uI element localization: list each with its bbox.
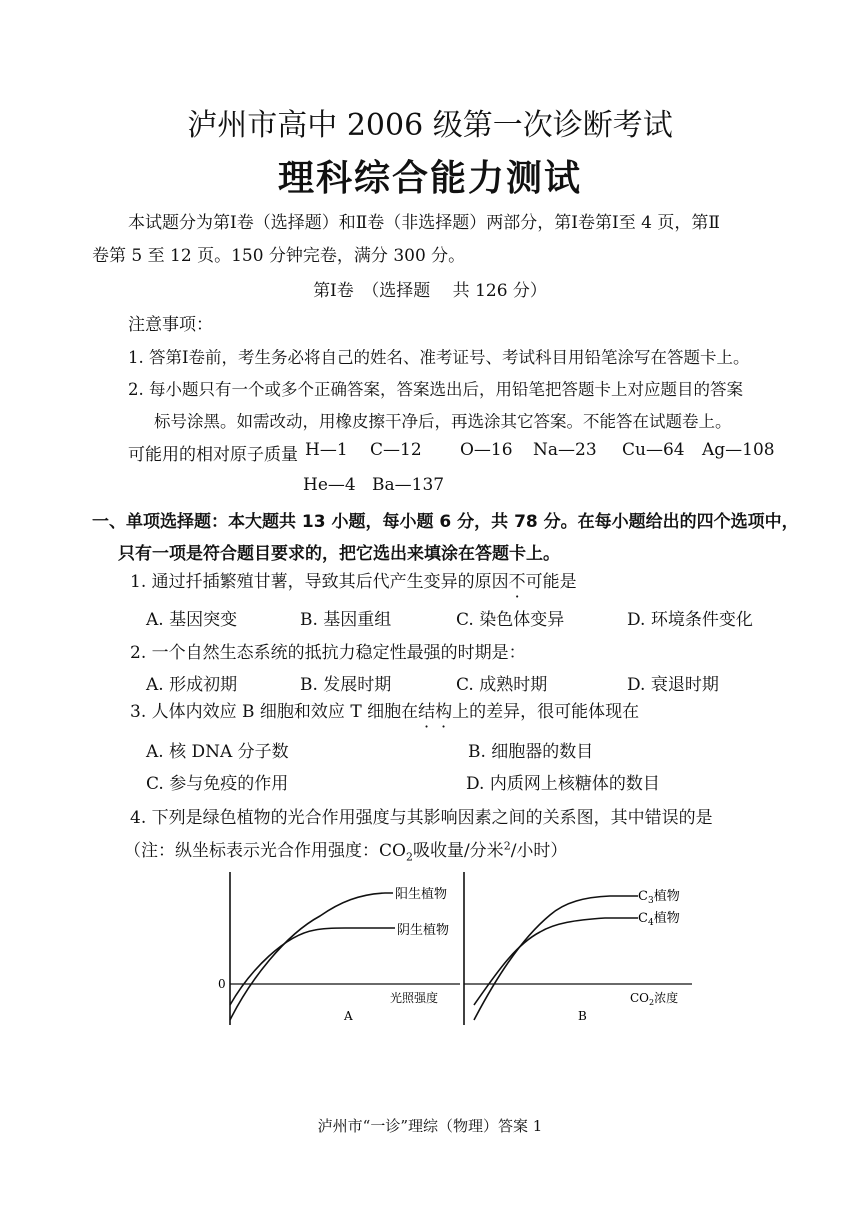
q4-note-b: 吸收量/分米 bbox=[412, 841, 504, 861]
figure-a-zero: 0 bbox=[218, 977, 226, 991]
mass-item: He—4 bbox=[303, 475, 356, 495]
q2-option-b: B. 发展时期 bbox=[300, 675, 392, 695]
figure-a-sun-plant-label: 阳生植物 bbox=[395, 887, 448, 902]
mass-item: H—1 bbox=[305, 440, 348, 460]
question-4-stem: 4. 下列是绿色植物的光合作用强度与其影响因素之间的关系图，其中错误的是 bbox=[130, 808, 713, 828]
q1-emphasis-char: 不 bbox=[508, 572, 526, 592]
q1-stem-b: 可能是 bbox=[525, 572, 577, 592]
mass-item: Ag—108 bbox=[702, 440, 775, 460]
q1-option-c: C. 染色体变异 bbox=[456, 610, 565, 630]
q3-stem-b: 上的差异，很可能体现在 bbox=[452, 702, 640, 722]
figure-a-shade-plant-label: 阴生植物 bbox=[397, 923, 450, 938]
paper-title: 理科综合能力测试 bbox=[277, 158, 582, 199]
q2-option-a: A. 形成初期 bbox=[146, 675, 238, 695]
q4-note-c: /小时） bbox=[510, 841, 568, 861]
notice-2b: 标号涂黑。如需改动，用橡皮擦干净后，再选涂其它答案。不能答在试题卷上。 bbox=[154, 412, 732, 431]
figure-b-c3-curve bbox=[474, 896, 638, 1020]
mass-item: C—12 bbox=[370, 440, 422, 460]
intro-line-1: 本试题分为第Ⅰ卷（选择题）和Ⅱ卷（非选择题）两部分，第Ⅰ卷第Ⅰ至 4 页，第Ⅱ bbox=[128, 213, 720, 233]
q3-emphasis-char: 结 bbox=[418, 702, 436, 722]
q1-stem-a: 1. 通过扦插繁殖甘薯，导致其后代产生变异的原因 bbox=[130, 572, 509, 592]
notice-1: 1. 答第Ⅰ卷前，考生务必将自己的姓名、准考证号、考试科目用铅笔涂写在答题卡上。 bbox=[128, 348, 750, 367]
q3-option-b: B. 细胞器的数目 bbox=[468, 742, 594, 762]
q3-option-a: A. 核 DNA 分子数 bbox=[146, 742, 289, 762]
figure-a-label: A bbox=[344, 1009, 353, 1023]
section-header: 第Ⅰ卷 （选择题 共 126 分） bbox=[313, 281, 547, 301]
q4-note-sub: 2 bbox=[405, 850, 413, 864]
figure-b-c4-curve bbox=[474, 918, 638, 1005]
figure-a-shade-plant-curve bbox=[230, 928, 395, 1005]
q3-stem-a: 3. 人体内效应 B 细胞和效应 T 细胞在 bbox=[130, 702, 419, 722]
figure-a-x-label: 光照强度 bbox=[390, 991, 439, 1005]
notice-title: 注意事项： bbox=[128, 315, 213, 335]
figure-b-c3-label: $C_3$植物 bbox=[638, 889, 680, 906]
page-footer: 泸州市“一诊”理综（物理）答案 1 bbox=[317, 1117, 543, 1135]
figure-b-x-label: $CO_2$浓度 bbox=[630, 991, 679, 1007]
q3-emphasis-char: 构 bbox=[435, 702, 453, 722]
figure-b-c4-label: $C_4$植物 bbox=[638, 911, 680, 928]
question-3-stem bbox=[130, 697, 639, 722]
figure-b bbox=[464, 872, 692, 1025]
masses-prefix: 可能用的相对原子质量 bbox=[128, 445, 298, 465]
photosynthesis-figures bbox=[210, 860, 710, 1035]
q2-option-c: C. 成熟时期 bbox=[456, 675, 548, 695]
q1-option-d: D. 环境条件变化 bbox=[627, 610, 753, 630]
q3-option-c: C. 参与免疫的作用 bbox=[146, 774, 289, 794]
q1-option-a: A. 基因突变 bbox=[146, 610, 238, 630]
mass-item: Na—23 bbox=[533, 440, 597, 460]
q1-option-b: B. 基因重组 bbox=[300, 610, 392, 630]
notice-2a: 2. 每小题只有一个或多个正确答案，答案选出后，用铅笔把答题卡上对应题目的答案 bbox=[128, 380, 743, 399]
figure-a bbox=[218, 872, 460, 1025]
mass-item: Cu—64 bbox=[622, 440, 685, 460]
q3-option-d: D. 内质网上核糖体的数目 bbox=[466, 774, 660, 794]
question-1-stem bbox=[130, 567, 577, 592]
q2-option-d: D. 衰退时期 bbox=[627, 675, 719, 695]
part1-heading-1: 一、单项选择题：本大题共 13 小题，每小题 6 分，共 78 分。在每小题给出的四个选项中， bbox=[92, 512, 799, 532]
figure-a-sun-plant-curve bbox=[230, 893, 393, 1020]
figure-b-label: B bbox=[578, 1009, 587, 1023]
intro-line-2: 卷第 5 至 12 页。150 分钟完卷，满分 300 分。 bbox=[92, 246, 466, 266]
exam-title: 泸州市高中 2006 级第一次诊断考试 bbox=[187, 108, 673, 143]
q4-note-a: （注：纵坐标表示光合作用强度：CO bbox=[124, 841, 406, 861]
q4-note-sup: 2 bbox=[503, 839, 511, 853]
mass-item: O—16 bbox=[460, 440, 513, 460]
part1-heading-2: 只有一项是符合题目要求的，把它选出来填涂在答题卡上。 bbox=[118, 544, 560, 564]
question-2-stem: 2. 一个自然生态系统的抵抗力稳定性最强的时期是： bbox=[130, 643, 526, 663]
mass-item: Ba—137 bbox=[372, 475, 445, 495]
